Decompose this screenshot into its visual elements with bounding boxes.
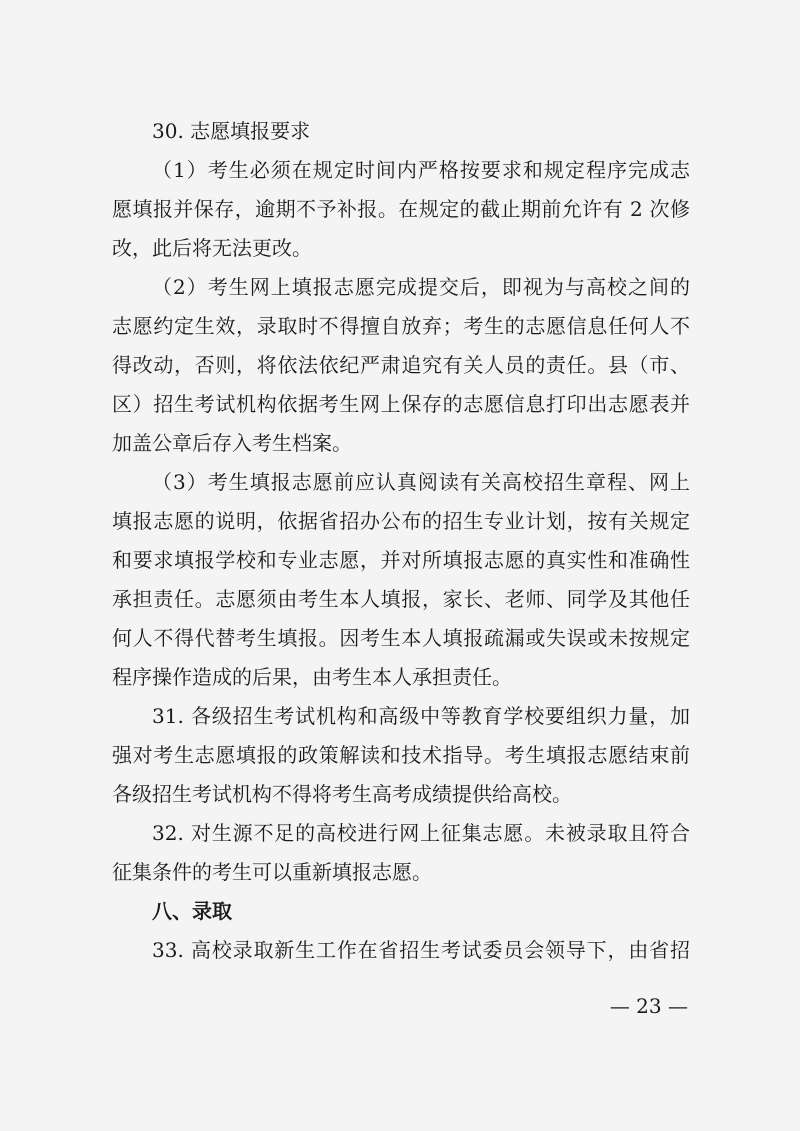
text-line: 31. 各级招生考试机构和高级中等教育学校要组织力量，加 [152,704,690,728]
text-line: 32. 对生源不足的高校进行网上征集志愿。未被录取且符合 [152,821,690,845]
document-body [112,112,690,970]
text-line: 承担责任。志愿须由考生本人填报，家长、老师、同学及其他任 [112,587,690,611]
text-line: 区）招生考试机构依据考生网上保存的志愿信息打印出志愿表并 [112,392,690,416]
text-line: 得改动，否则，将依法依纪严肃追究有关人员的责任。县（市、 [112,353,690,377]
text-line: 改，此后将无法更改。 [112,236,312,260]
page-number: — 23 — [609,994,688,1018]
text-line: 何人不得代替考生填报。因考生本人填报疏漏或失误或未按规定 [112,626,690,650]
clause-heading: 30. 志愿填报要求 [152,119,311,143]
text-line: 志愿约定生效，录取时不得擅自放弃；考生的志愿信息任何人不 [112,314,690,338]
section-heading: 八、录取 [152,899,232,923]
text-line: 征集条件的考生可以重新填报志愿。 [112,860,432,884]
text-line: 强对考生志愿填报的政策解读和技术指导。考生填报志愿结束前 [112,743,690,767]
text-line: （3）考生填报志愿前应认真阅读有关高校招生章程、网上 [152,470,690,494]
text-line: （2）考生网上填报志愿完成提交后，即视为与高校之间的 [152,275,690,299]
text-line: 愿填报并保存，逾期不予补报。在规定的截止期前允许有 2 次修 [112,197,690,221]
text-line: 和要求填报学校和专业志愿，并对所填报志愿的真实性和准确性 [112,548,690,572]
text-line: （1）考生必须在规定时间内严格按要求和规定程序完成志 [152,158,690,182]
text-line: 程序操作造成的后果，由考生本人承担责任。 [112,665,512,689]
text-line: 33. 高校录取新生工作在省招生考试委员会领导下，由省招 [152,938,690,962]
text-line: 各级招生考试机构不得将考生高考成绩提供给高校。 [112,782,572,806]
text-line: 加盖公章后存入考生档案。 [112,431,352,455]
text-line: 填报志愿的说明，依据省招办公布的招生专业计划，按有关规定 [112,509,690,533]
